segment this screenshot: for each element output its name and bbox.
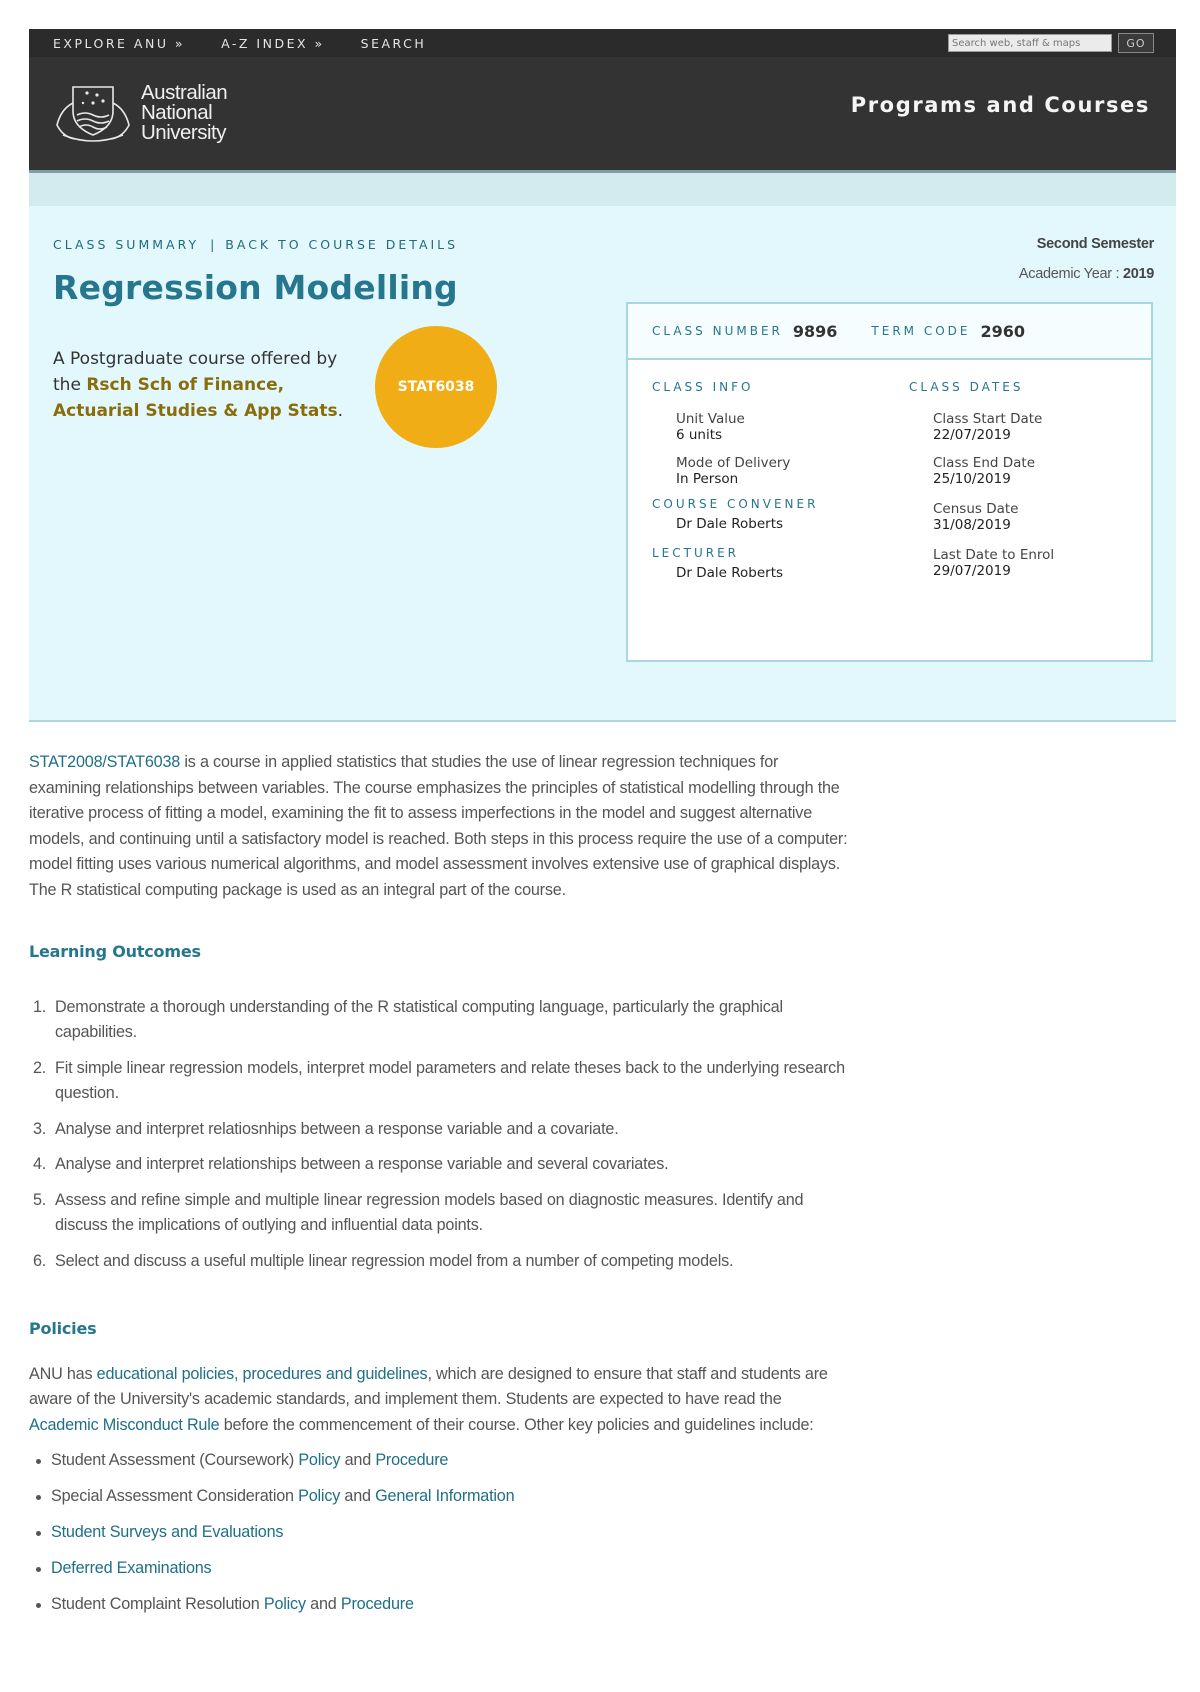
offered-suffix: . bbox=[337, 401, 344, 421]
mode-field bbox=[676, 455, 818, 487]
complaint-procedure-link[interactable]: Procedure bbox=[340, 1595, 414, 1613]
end-date-label: Class End Date bbox=[933, 455, 1036, 471]
list-item bbox=[29, 1152, 849, 1178]
enrol-date-field bbox=[933, 547, 1054, 579]
logo-line: Australian bbox=[141, 81, 228, 104]
site-search-input[interactable] bbox=[948, 34, 1112, 52]
list-item bbox=[29, 1188, 849, 1239]
educational-policies-link[interactable]: educational policies, procedures and guidelines bbox=[96, 1364, 428, 1383]
breadcrumb-separator: | bbox=[210, 237, 215, 252]
list-item bbox=[29, 995, 849, 1046]
description-text: is a course in applied statistics that studies the use of linear regression techniques for examining relationships between variables. The course emphasizes the principles of statistical modelling through the iterative process of fitting a model, examining the fit to assess imperfections in the model and suggest alternative models, and continuing until a satisfactory model is reached. Both steps in this process require the use of a computer: model fitting uses various numerical algorithms, and model assessment involves extensive use of graphical displays. The R statistical computing package is used as an integral part of the course. bbox=[29, 753, 848, 899]
course-description bbox=[29, 750, 849, 903]
academic-year-label: Academic Year : bbox=[1018, 266, 1123, 282]
item-number: 2. bbox=[33, 1058, 47, 1077]
assessment-policy-link[interactable]: Policy bbox=[298, 1451, 341, 1469]
back-to-course-details-link[interactable]: BACK TO COURSE DETAILS bbox=[225, 237, 459, 252]
and-text: and bbox=[305, 1595, 341, 1613]
special-consideration-policy-link[interactable]: Policy bbox=[298, 1487, 341, 1505]
list-item bbox=[29, 1249, 849, 1275]
deferred-examinations-link[interactable]: Deferred Examinations bbox=[51, 1559, 212, 1577]
course-code-badge: STAT6038 bbox=[375, 326, 497, 448]
search-link[interactable]: SEARCH bbox=[360, 35, 427, 51]
policy-text: Student Assessment (Coursework) bbox=[51, 1451, 299, 1469]
list-item bbox=[29, 1448, 849, 1474]
academic-misconduct-rule-link[interactable]: Academic Misconduct Rule bbox=[29, 1415, 220, 1434]
end-date-field bbox=[933, 455, 1054, 487]
policy-text: Student Complaint Resolution bbox=[51, 1595, 264, 1613]
mode-label: Mode of Delivery bbox=[676, 455, 791, 471]
and-text: and bbox=[340, 1451, 376, 1469]
go-button[interactable]: GO bbox=[1118, 33, 1154, 53]
class-info-label: CLASS INFO bbox=[652, 380, 754, 394]
item-text: Select and discuss a useful multiple linear regression model from a number of competing models. bbox=[55, 1251, 734, 1270]
policies-text: before the commencement of their course. Other key policies and guidelines include: bbox=[219, 1415, 814, 1434]
unit-value: 6 units bbox=[676, 427, 723, 443]
academic-year bbox=[1019, 266, 1154, 282]
convener-field bbox=[676, 516, 818, 532]
and-text: and bbox=[340, 1487, 376, 1505]
student-surveys-link[interactable]: Student Surveys and Evaluations bbox=[51, 1523, 284, 1541]
enrol-date-label: Last Date to Enrol bbox=[933, 547, 1055, 563]
list-item bbox=[29, 1484, 849, 1510]
class-dates-column bbox=[909, 380, 1054, 579]
convener-value: Dr Dale Roberts bbox=[676, 516, 784, 532]
item-text: Fit simple linear regression models, interpret model parameters and relate theses back to the underlying research question. bbox=[55, 1058, 845, 1102]
list-item bbox=[29, 1592, 849, 1618]
breadcrumb-class-summary: CLASS SUMMARY bbox=[53, 237, 200, 252]
learning-outcomes-list bbox=[29, 995, 849, 1275]
policies-heading: Policies bbox=[29, 1319, 97, 1338]
site-title[interactable]: Programs and Courses bbox=[850, 93, 1150, 117]
general-information-link[interactable]: General Information bbox=[375, 1487, 515, 1505]
anu-crest-icon bbox=[53, 81, 133, 145]
logo-line: National bbox=[141, 101, 213, 124]
class-summary-panel bbox=[29, 206, 1176, 722]
a-z-index-link[interactable]: A-Z INDEX » bbox=[221, 35, 325, 51]
item-text: Analyse and interpret relationships between a response variable and several covariates. bbox=[55, 1155, 669, 1173]
item-text: Analyse and interpret relatiosnhips between a response variable and a covariate. bbox=[55, 1119, 619, 1138]
complaint-policy-link[interactable]: Policy bbox=[263, 1595, 306, 1613]
list-item bbox=[29, 1556, 849, 1582]
logo-line: University bbox=[141, 121, 226, 144]
unit-value-field bbox=[676, 411, 818, 443]
unit-value-label: Unit Value bbox=[676, 411, 745, 427]
enrol-date-value: 29/07/2019 bbox=[933, 563, 1011, 579]
item-text: Demonstrate a thorough understanding of the R statistical computing language, particularly the graphical capabilities. bbox=[55, 997, 783, 1041]
class-info-column bbox=[652, 380, 818, 581]
class-info-header bbox=[628, 304, 1151, 360]
census-date-label: Census Date bbox=[933, 501, 1019, 517]
item-number: 1. bbox=[33, 997, 47, 1016]
breadcrumb bbox=[53, 237, 458, 252]
anu-wordmark bbox=[141, 83, 227, 143]
term-code-value: 2960 bbox=[980, 321, 1026, 341]
lecturer-field bbox=[676, 565, 818, 581]
start-date-label: Class Start Date bbox=[933, 411, 1043, 427]
item-number: 4. bbox=[33, 1155, 47, 1173]
item-number: 5. bbox=[33, 1190, 47, 1209]
policies-text: ANU has bbox=[29, 1364, 97, 1383]
end-date-value: 25/10/2019 bbox=[933, 471, 1011, 487]
course-content bbox=[29, 750, 849, 1628]
offered-prefix: A Postgraduate course offered by the bbox=[53, 349, 338, 395]
mode-value: In Person bbox=[676, 471, 739, 487]
course-offered-by bbox=[53, 346, 353, 424]
key-policies-list bbox=[29, 1448, 849, 1618]
page-title: Regression Modelling bbox=[53, 268, 458, 307]
top-bar bbox=[29, 29, 1176, 57]
lecturer-value: Dr Dale Roberts bbox=[676, 565, 784, 581]
academic-year-value: 2019 bbox=[1122, 266, 1154, 282]
census-date-value: 31/08/2019 bbox=[933, 517, 1011, 533]
start-date-field bbox=[933, 411, 1054, 443]
census-date-field bbox=[933, 501, 1054, 533]
list-item bbox=[29, 1056, 849, 1107]
policies-text: , which are designed to ensure that staff and students are aware of the University's academic standards, and implement them. Students are expected to have read the bbox=[29, 1364, 828, 1408]
school-link[interactable]: Rsch Sch of Finance, Actuarial Studies & App Stats bbox=[53, 375, 338, 421]
item-text: Assess and refine simple and multiple linear regression models based on diagnostic measures. Identify and discuss the implications of outlying and influential data points. bbox=[55, 1190, 804, 1234]
item-number: 3. bbox=[33, 1119, 47, 1138]
term-code-label: TERM CODE bbox=[871, 324, 971, 338]
header-subband bbox=[29, 173, 1176, 206]
anu-logo[interactable] bbox=[53, 81, 227, 145]
assessment-procedure-link[interactable]: Procedure bbox=[375, 1451, 449, 1469]
lecturer-label: LECTURER bbox=[652, 546, 740, 560]
item-number: 6. bbox=[33, 1251, 47, 1270]
class-number-value: 9896 bbox=[792, 321, 838, 341]
start-date-value: 22/07/2019 bbox=[933, 427, 1011, 443]
semester-label: Second Semester bbox=[1036, 236, 1154, 252]
class-number-label: CLASS NUMBER bbox=[652, 324, 783, 338]
site-header bbox=[29, 57, 1176, 170]
list-item bbox=[29, 1117, 849, 1143]
class-info-box bbox=[626, 302, 1153, 662]
policies-intro bbox=[29, 1362, 849, 1439]
policy-text: Special Assessment Consideration bbox=[51, 1487, 299, 1505]
course-codes-link[interactable]: STAT2008/STAT6038 bbox=[29, 753, 181, 771]
list-item bbox=[29, 1520, 849, 1546]
explore-anu-link[interactable]: EXPLORE ANU » bbox=[53, 35, 186, 51]
learning-outcomes-heading: Learning Outcomes bbox=[29, 942, 201, 961]
course-convener-label: COURSE CONVENER bbox=[652, 497, 819, 511]
class-dates-label: CLASS DATES bbox=[909, 380, 1024, 394]
